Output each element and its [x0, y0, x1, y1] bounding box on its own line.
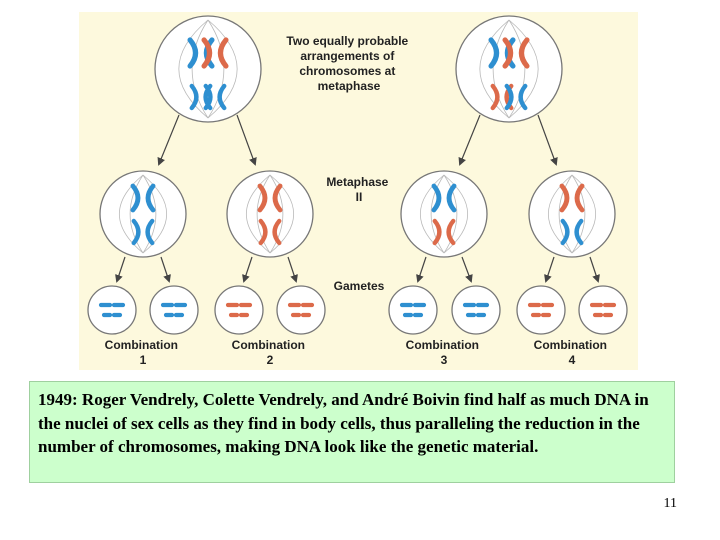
- metaphase-ii-cell: [529, 171, 615, 257]
- arrow: [538, 115, 556, 164]
- arrow: [546, 257, 554, 281]
- arrow: [462, 257, 471, 281]
- meiosis-diagram: [79, 12, 638, 370]
- cell-membrane: [100, 171, 186, 257]
- diagram-canvas: [79, 12, 638, 370]
- caption-text: 1949: Roger Vendrely, Colette Vendrely, and André Boivin find half as much DNA in the nuclei of sex cells as they find in body cells, thus paralleling the reduction in the number of chromosomes, making DNA look like the genetic material.: [29, 381, 675, 483]
- arrow: [288, 257, 296, 281]
- arrow: [237, 115, 255, 164]
- arrow: [161, 257, 169, 281]
- cell-membrane: [401, 171, 487, 257]
- metaphase-label-line: Metaphase: [326, 175, 389, 189]
- cell-membrane: [579, 286, 627, 334]
- gametes-label: Gametes: [333, 279, 385, 293]
- combination-number: 3: [440, 353, 448, 367]
- combination-label-2: [232, 338, 309, 367]
- combination-label-4: [534, 338, 611, 367]
- combination-word: Combination: [533, 338, 607, 352]
- arrangement-label-line: Two equally probable: [286, 34, 409, 48]
- gamete-cell: [215, 286, 263, 334]
- arrow: [117, 257, 125, 281]
- arrangement-label-line: chromosomes at: [299, 64, 396, 78]
- arrangement-label: [286, 34, 411, 93]
- gamete-cell: [277, 286, 325, 334]
- combination-label-1: [105, 338, 182, 367]
- slide-number: 11: [663, 496, 677, 511]
- gamete-cell: [389, 286, 437, 334]
- cell-membrane: [529, 171, 615, 257]
- metaphase-ii-cell: [401, 171, 487, 257]
- combination-label-3: [406, 338, 483, 367]
- cell-membrane: [452, 286, 500, 334]
- arrangement-label-line: arrangements of: [300, 49, 395, 63]
- metaphase-i-cell: [155, 16, 261, 122]
- combination-word: Combination: [231, 338, 305, 352]
- arrow: [418, 257, 426, 281]
- metaphase-label-line: II: [355, 190, 363, 204]
- arrow: [244, 257, 252, 281]
- arrow: [159, 115, 179, 164]
- gamete-cell: [517, 286, 565, 334]
- arrow: [460, 115, 480, 164]
- combination-word: Combination: [405, 338, 479, 352]
- metaphase-label: [326, 175, 391, 204]
- arrow: [590, 257, 598, 281]
- combination-number: 2: [266, 353, 274, 367]
- gamete-cell: [579, 286, 627, 334]
- cell-membrane: [277, 286, 325, 334]
- metaphase-ii-cell: [227, 171, 313, 257]
- arrangement-label-line: metaphase: [317, 79, 381, 93]
- cell-membrane: [517, 286, 565, 334]
- cell-membrane: [215, 286, 263, 334]
- cell-membrane: [227, 171, 313, 257]
- metaphase-i-cell: [456, 16, 562, 122]
- combination-number: 4: [568, 353, 576, 367]
- metaphase-ii-cell: [100, 171, 186, 257]
- combination-number: 1: [139, 353, 147, 367]
- gamete-cell: [88, 286, 136, 334]
- cell-membrane: [389, 286, 437, 334]
- gamete-cell: [150, 286, 198, 334]
- cell-membrane: [150, 286, 198, 334]
- combination-word: Combination: [104, 338, 178, 352]
- cell-membrane: [88, 286, 136, 334]
- gamete-cell: [452, 286, 500, 334]
